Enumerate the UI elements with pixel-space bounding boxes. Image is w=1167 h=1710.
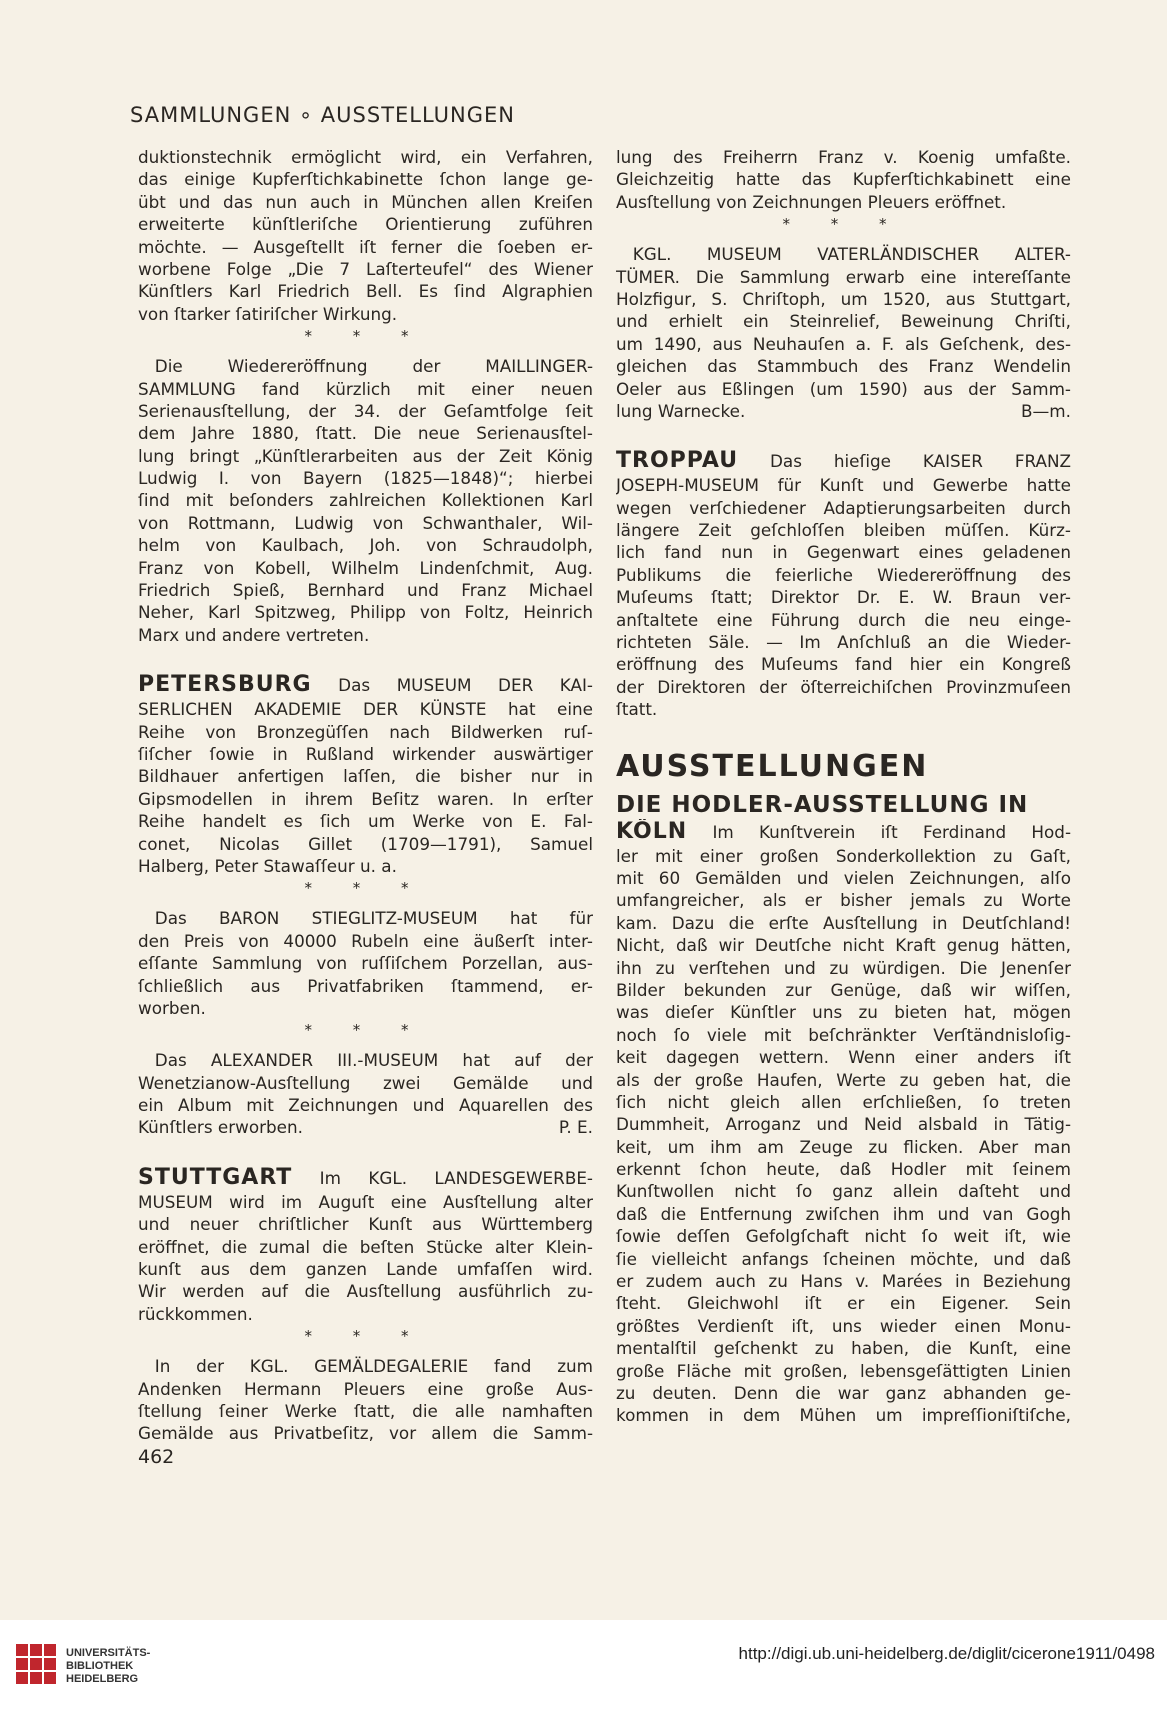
city-name: PETERSBURG	[138, 672, 312, 698]
text-line: größtes Verdienſt iſt, uns wieder einen Monu-	[616, 1315, 1071, 1336]
paragraph-stuttgart	[138, 1165, 593, 1325]
text-line: ſchließlich aus Privatfabriken ſtammend, er-	[138, 975, 593, 996]
text-line: helm von Kaulbach, Joh. von Schraudolph,	[138, 535, 593, 556]
paragraph	[138, 907, 593, 1019]
text-line: mentalſtil geſchenkt zu haben, die Kunſt, eine	[616, 1338, 1071, 1359]
author-signature: B—m.	[1021, 400, 1071, 421]
paragraph	[616, 146, 1071, 213]
text-line: Dummheit, Arroganz und Neid alsbald in Tätig-	[616, 1114, 1071, 1135]
viewer-footer	[0, 1620, 1167, 1710]
text-line: kommen in dem Mühen um impreſſioniſtiſche,	[616, 1405, 1071, 1426]
author-signature: P. E.	[558, 1117, 593, 1138]
text-line: Halberg, Peter Stawaſſeur u. a.	[138, 855, 397, 876]
text-line: ſie vielleicht anfangs ſcheinen möchte, und daß	[616, 1248, 1071, 1269]
city-name: KÖLN	[616, 818, 688, 844]
text-line: Gipsmodellen in ihrem Beſitz waren. In erſter	[138, 788, 593, 809]
city-name: TROPPAU	[616, 448, 739, 474]
text-line: MUSEUM wird im Auguſt eine Ausſtellung alter	[138, 1191, 593, 1212]
text-line: TROPPAU Das hieſige KAISER FRANZ	[616, 448, 1071, 474]
text-line: ler mit einer großen Sonderkollektion zu Gaſt,	[616, 845, 1071, 866]
text-line: zu deuten. Denn die war ganz abhanden ge-	[616, 1382, 1071, 1403]
text-line: lung des Freiherrn Franz v. Koenig umfaßte.	[616, 147, 1071, 167]
text-line: richteten Säle. — Im Anſchluß an die Wieder-	[616, 632, 1071, 653]
text-line: Bilder bekunden zur Genüge, daß wir wiſſen,	[616, 979, 1071, 1000]
paragraph	[138, 1355, 593, 1445]
text-line: ſiſcher ſowie in Rußland wirkender auswärtiger	[138, 743, 593, 764]
text-line: den Preis von 40000 Rubeln eine äußerſt inter-	[138, 930, 593, 951]
text-line: Das ALEXANDER III.-MUSEUM hat auf der	[138, 1050, 593, 1071]
text-line: ſowie deſſen Gefolgſchaft nicht ſo weit iſt, wie	[616, 1226, 1071, 1247]
text-line: Wenetzianow-Ausſtellung zwei Gemälde und	[138, 1072, 593, 1093]
text-line: kam. Dazu die erſte Ausſtellung in Deutſchland!	[616, 912, 1071, 933]
text-line: lung bringt „Künſtlerarbeiten aus der Zeit König	[138, 445, 593, 466]
text-line: daß die Entfernung zwiſchen ihm und van Gogh	[616, 1203, 1071, 1224]
text-line: anſtaltete eine Führung durch die neu einge-	[616, 609, 1071, 630]
text-line: SAMMLUNG fand kürzlich mit einer neuen	[138, 378, 593, 399]
text-line: Serienausſtellung, der 34. der Geſamtfolge ſeit	[138, 400, 593, 421]
text-line: übt und das nun auch in München allen Kreiſen	[138, 191, 593, 212]
text-line: von Rottmann, Ludwig von Schwanthaler, Wil-	[138, 512, 593, 533]
university-logo-icon	[14, 1642, 58, 1686]
text-line: erweiterte künſtleriſche Orientierung zuführen	[138, 214, 593, 235]
text-line: Ludwig I. von Bayern (1825—1848)“; hierbei	[138, 468, 593, 489]
text-line: möchte. — Ausgeſtellt iſt ferner die ſoeben er-	[138, 236, 593, 257]
paragraph	[138, 146, 593, 325]
text-line: von ſtarker ſatiriſcher Wirkung.	[138, 303, 398, 324]
text-line: das einige Kupferſtichkabinette ſchon lange ge-	[138, 169, 593, 190]
text-line: eröffnet, die zumal die beſten Stücke alter Klein-	[138, 1236, 593, 1257]
article-heading: DIE HODLER-AUSSTELLUNG IN	[616, 791, 1029, 818]
right-column	[616, 146, 1071, 1427]
paragraph	[616, 243, 1071, 422]
text-line: KÖLN Im Kunſtverein iſt Ferdinand Hod-	[616, 818, 1071, 844]
left-column	[138, 146, 593, 1445]
text-line: und erhielt ein Steinrelief, Beweinung Chriſti,	[616, 311, 1071, 332]
text-line: ſind mit beſonders zahlreichen Kollektionen Karl	[138, 490, 593, 511]
text-line: Die Wiedereröffnung der MAILLINGER-	[138, 356, 593, 377]
text-line: Friedrich Spieß, Bernhard und Franz Michael	[138, 580, 593, 601]
text-line: worbene Folge „Die 7 Laſterteufel“ des Wiener	[138, 258, 593, 279]
text-line: Bildhauer anfertigen laſſen, die bisher nur in	[138, 766, 593, 787]
text-line: eröffnung des Muſeums fand hier ein Kongreß	[616, 654, 1071, 675]
section-separator: * * *	[304, 1021, 427, 1040]
text-line: er zudem auch zu Hans v. Marées in Beziehung	[616, 1271, 1071, 1292]
text-line: Holzfigur, S. Chriſtoph, um 1520, aus Stuttgart,	[616, 288, 1071, 309]
text-line: Neher, Karl Spitzweg, Philipp von Foltz, Heinrich	[138, 602, 593, 623]
text-line: duktionstechnik ermöglicht wird, ein Verfahren,	[138, 147, 593, 167]
text-line: erkennt ſchon heute, daß Hodler mit ſeinem	[616, 1159, 1071, 1180]
paragraph-petersburg	[138, 672, 593, 877]
library-name: UNIVERSITÄTS- BIBLIOTHEK HEIDELBERG	[66, 1647, 151, 1685]
text-line: Kunſtwollen nicht ſo ganz allein daſteht und	[616, 1181, 1071, 1202]
section-separator: * * *	[304, 327, 427, 346]
text-line: umfangreicher, als er bisher jemals zu Worte	[616, 890, 1071, 911]
text-line: ihn zu verſtehen und zu würdigen. Die Jenenſer	[616, 957, 1071, 978]
paragraph-troppau	[616, 448, 1071, 720]
page-number: 462	[138, 1446, 175, 1468]
text-line: große Fläche mit großen, lebensgeſättigten Linien	[616, 1360, 1071, 1381]
text-line: ſtellung ſeiner Werke ſtatt, die alle namhaften	[138, 1400, 593, 1421]
text-line: wegen verſchiedener Adaptierungsarbeiten durch	[616, 497, 1071, 518]
text-line: Andenken Hermann Pleuers eine große Aus-	[138, 1378, 593, 1399]
source-url[interactable]: http://digi.ub.uni-heidelberg.de/diglit/cicerone1911/0498	[738, 1644, 1155, 1663]
text-line: worben.	[138, 997, 206, 1018]
text-line: Publikums die feierliche Wiedereröffnung des	[616, 564, 1071, 585]
running-header: SAMMLUNGEN ∘ AUSSTELLUNGEN	[130, 103, 515, 127]
text-line: keit dagegen wettern. Wenn einer anders iſt	[616, 1047, 1071, 1068]
text-line: Gemälde aus Privatbeſitz, vor allem die Samm-	[138, 1423, 593, 1444]
paragraph-koeln	[616, 819, 1071, 1427]
paragraph	[138, 1049, 593, 1139]
section-heading: AUSSTELLUNGEN	[616, 748, 929, 784]
text-line: und neuer chriſtlicher Kunſt aus Württemberg	[138, 1214, 593, 1235]
text-line: ſteht. Gleichwohl iſt er ein Eigener. Sein	[616, 1293, 1071, 1314]
text-line: gleichen das Stammbuch des Franz Wendelin	[616, 356, 1071, 377]
text-line: Künſtlers Karl Friedrich Bell. Es ſind Algraphien	[138, 281, 593, 302]
city-name: STUTTGART	[138, 1164, 293, 1190]
section-separator: * * *	[782, 215, 905, 234]
text-line: ſich nicht gleich allen erſchließen, ſo treten	[616, 1091, 1071, 1112]
text-line: Ausſtellung von Zeichnungen Pleuers eröffnet.	[616, 191, 1007, 212]
text-line: Reihe von Bronzegüſſen nach Bildwerken ruſ-	[138, 721, 593, 742]
text-line: lich fand nun in Gegenwart eines geladenen	[616, 542, 1071, 563]
text-line: In der KGL. GEMÄLDEGALERIE fand zum	[138, 1356, 593, 1377]
text-line: conet, Nicolas Gillet (1709—1791), Samuel	[138, 833, 593, 854]
text-line: kunſt aus dem ganzen Lande umfaſſen wird.	[138, 1259, 593, 1280]
text-line: der Direktoren der öſterreichiſchen Provinzmuſeen	[616, 676, 1071, 697]
text-line: längere Zeit geſchloſſen bleiben müſſen. Kürz-	[616, 520, 1071, 541]
text-line: Künſtlers erworben. P. E.	[138, 1117, 593, 1138]
text-line: Marx und andere vertreten.	[138, 624, 370, 645]
text-line: Reihe handelt es ſich um Werke von E. Fal-	[138, 811, 593, 832]
text-line: PETERSBURG Das MUSEUM DER KAI-	[138, 672, 593, 698]
text-line: Das BARON STIEGLITZ-MUSEUM hat für	[138, 908, 593, 929]
text-line: SERLICHEN AKADEMIE DER KÜNSTE hat eine	[138, 699, 593, 720]
text-line: lung Warnecke. B—m.	[616, 400, 1071, 421]
text-line: um 1490, aus Neuhauſen a. F. als Geſchenk, des-	[616, 333, 1071, 354]
text-line: rückkommen.	[138, 1303, 253, 1324]
section-separator: * * *	[304, 879, 427, 898]
text-line: mit 60 Gemälden und vielen Zeichnungen, alſo	[616, 867, 1071, 888]
paragraph	[138, 355, 593, 646]
text-line: ein Album mit Zeichnungen und Aquarellen des	[138, 1095, 593, 1116]
text-line: noch ſo viele mit beſchränkter Verſtändnisloſig-	[616, 1024, 1071, 1045]
text-line: Gleichzeitig hatte das Kupferſtichkabinett eine	[616, 169, 1071, 190]
text-line: Wir werden auf die Ausſtellung ausführlich zu-	[138, 1281, 593, 1302]
text-line: ſtatt.	[616, 699, 658, 720]
text-line: Nicht, daß wir Deutſche nicht Kraft genug hätten,	[616, 935, 1071, 956]
text-line: STUTTGART Im KGL. LANDESGEWERBE-	[138, 1164, 593, 1190]
text-line: Franz von Kobell, Wilhelm Lindenſchmit, Aug.	[138, 557, 593, 578]
text-line: TÜMER. Die Sammlung erwarb eine intereſſante	[616, 266, 1071, 287]
text-line: JOSEPH-MUSEUM für Kunſt und Gewerbe hatte	[616, 475, 1071, 496]
text-line: dem Jahre 1880, ſtatt. Die neue Serienausſtel-	[138, 423, 593, 444]
text-line: Muſeums ſtatt; Direktor Dr. E. W. Braun ver-	[616, 587, 1071, 608]
section-separator: * * *	[304, 1327, 427, 1346]
text-line: KGL. MUSEUM VATERLÄNDISCHER ALTER-	[616, 244, 1071, 265]
text-line: keit, um ihm am Zeuge zu flicken. Aber man	[616, 1136, 1071, 1157]
text-line: eſſante Sammlung von ruſſiſchem Porzellan, aus-	[138, 953, 593, 974]
text-line: was dieſer Künſtler uns zu bieten hat, mögen	[616, 1002, 1071, 1023]
text-line: Oeler aus Eßlingen (um 1590) aus der Samm-	[616, 378, 1071, 399]
text-line: als der große Haufen, Werte zu geben hat, die	[616, 1069, 1071, 1090]
